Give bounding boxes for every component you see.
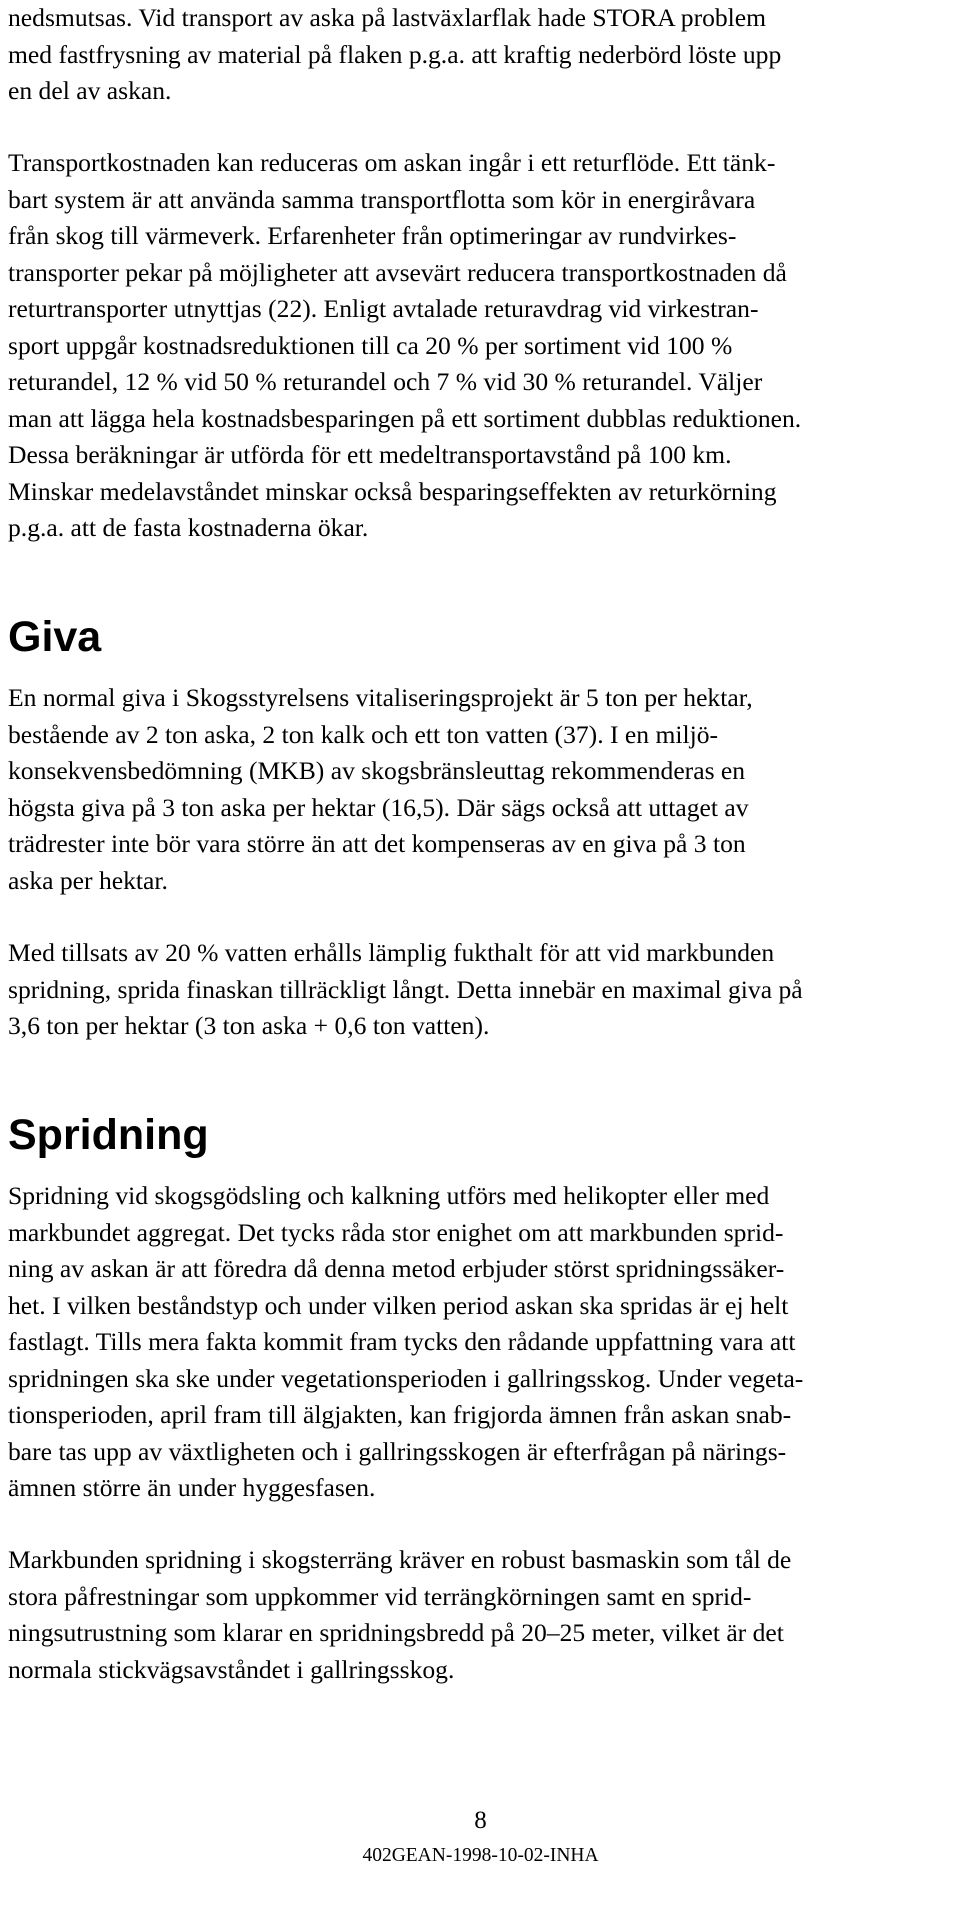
text-line: Med tillsats av 20 % vatten erhålls lämplig fukthalt för att vid markbunden <box>8 938 775 967</box>
text-line: Transportkostnaden kan reduceras om askan ingår i ett returflöde. Ett tänk- <box>8 148 776 177</box>
text-line: Markbunden spridning i skogsterräng kräver en robust basmaskin som tål de <box>8 1545 792 1574</box>
text-line: stora påfrestningar som uppkommer vid terrängkörningen samt en sprid- <box>8 1581 752 1611</box>
text-line: normala stickvägsavståndet i gallringsskog. <box>8 1654 455 1684</box>
text-line: högsta giva på 3 ton aska per hektar (16,5). Där sägs också att uttaget av <box>8 792 749 822</box>
text-line: spridningen ska ske under vegetationsperioden i gallringsskog. Under vegeta- <box>8 1363 804 1393</box>
text-line: från skog till värmeverk. Erfarenheter från optimeringar av rundvirkes- <box>8 221 737 250</box>
text-line: ningsutrustning som klarar en spridningsbredd på 20–25 meter, vilket är det <box>8 1618 784 1647</box>
text-line: p.g.a. att de fasta kostnaderna ökar. <box>8 513 369 542</box>
text-line: returandel, 12 % vid 50 % returandel och 7 % vid 30 % returandel. Väljer <box>8 367 763 396</box>
text-line: nedsmutsas. Vid transport av aska på lastväxlarflak hade STORA problem <box>8 3 767 32</box>
text-line: trädrester inte bör vara större än att det kompenseras av en giva på 3 ton <box>8 829 746 858</box>
text-line: bare tas upp av växtligheten och i gallringsskogen är efterfrågan på närings- <box>8 1436 787 1466</box>
text-line: returtransporter utnyttjas (22). Enligt avtalade returavdrag vid virkestran- <box>8 294 759 323</box>
paragraph-normal-dose <box>8 680 953 899</box>
paragraph-transport-cost <box>8 145 953 547</box>
document-id: 402GEAN-1998-10-02-INHA <box>362 1845 599 1866</box>
section-heading-giva: Giva <box>8 613 102 661</box>
text-line: med fastfrysning av material på flaken p.g.a. att kraftig nederbörd löste upp <box>8 39 782 69</box>
paragraph-ash-transport-freezing <box>8 0 953 110</box>
text-line: spridning, sprida finaskan tillräckligt långt. Detta innebär en maximal giva på <box>8 974 803 1004</box>
text-line: ning av askan är att föredra då denna metod erbjuder störst spridningssäker- <box>8 1254 785 1283</box>
text-line: Spridning vid skogsgödsling och kalkning utförs med helikopter eller med <box>8 1181 770 1210</box>
text-line: sport uppgår kostnadsreduktionen till ca 20 % per sortiment vid 100 % <box>8 330 733 360</box>
paragraph-water-addition <box>8 935 953 1045</box>
text-line: konsekvensbedömning (MKB) av skogsbränsleuttag rekommenderas en <box>8 756 746 785</box>
text-line: En normal giva i Skogsstyrelsens vitaliseringsprojekt är 5 ton per hektar, <box>8 683 753 712</box>
text-line: bestående av 2 ton aska, 2 ton kalk och ett ton vatten (37). I en miljö- <box>8 719 719 749</box>
section-heading-spridning: Spridning <box>8 1111 209 1159</box>
text-line: aska per hektar. <box>8 865 168 895</box>
text-line: tionsperioden, april fram till älgjakten, kan frigjorda ämnen från askan snab- <box>8 1400 792 1429</box>
text-line: man att lägga hela kostnadsbesparingen på ett sortiment dubblas reduktionen. <box>8 403 802 433</box>
text-line: het. I vilken beståndstyp och under vilken period askan ska spridas är ej helt <box>8 1290 789 1320</box>
text-line: transporter pekar på möjligheter att avsevärt reducera transportkostnaden då <box>8 257 787 287</box>
text-line: Minskar medelavståndet minskar också besparingseffekten av returkörning <box>8 476 777 506</box>
paragraph-spreading-methods <box>8 1178 953 1507</box>
text-line: Dessa beräkningar är utförda för ett medeltransportavstånd på 100 km. <box>8 440 732 469</box>
text-line: 3,6 ton per hektar (3 ton aska + 0,6 ton vatten). <box>8 1011 490 1040</box>
document-page <box>8 0 953 1905</box>
text-line: fastlagt. Tills mera fakta kommit fram tycks den rådande uppfattning vara att <box>8 1327 796 1356</box>
text-line: markbundet aggregat. Det tycks råda stor enighet om att markbunden sprid- <box>8 1217 784 1247</box>
paragraph-ground-spreading <box>8 1542 953 1688</box>
page-number: 8 <box>474 1807 487 1834</box>
text-line: en del av askan. <box>8 76 172 105</box>
text-line: bart system är att använda samma transportflotta som kör in energiråvara <box>8 184 756 214</box>
text-line: ämnen större än under hyggesfasen. <box>8 1473 376 1502</box>
